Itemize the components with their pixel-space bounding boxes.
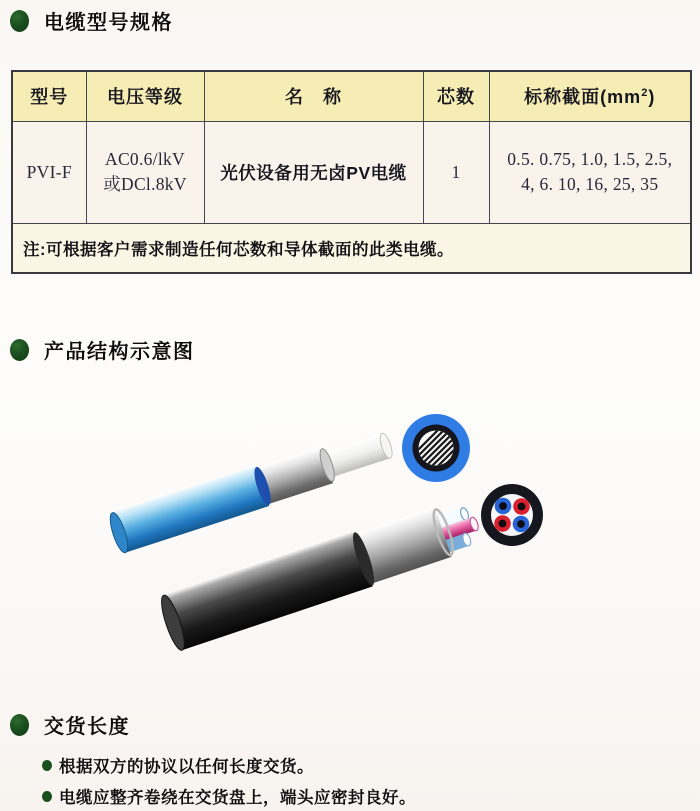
green-dot-icon — [42, 760, 52, 771]
col-header-section: 标称截面$(mm^2)$ — [489, 71, 691, 121]
superscript-2: 2 — [641, 87, 649, 100]
sections-line-2: 4, 6. 10, 16, 25, 35 — [521, 174, 659, 194]
spec-table-data-row — [12, 121, 691, 223]
green-bullet-icon — [10, 714, 29, 736]
delivery-item-text: 电缆应整齐卷绕在交货盘上，端头应密封良好。 — [59, 789, 416, 807]
cell-sections — [489, 121, 691, 223]
four-core-cross-section — [481, 484, 543, 546]
green-bullet-icon — [10, 339, 29, 361]
spec-table — [11, 70, 692, 274]
green-dot-icon — [42, 791, 52, 802]
delivery-item-1 — [42, 753, 314, 777]
col-header-name: 名 称 — [204, 71, 423, 121]
section-header-delivery — [10, 710, 130, 739]
cell-voltage — [86, 121, 204, 223]
section-title-spec: 电缆型号规格 — [44, 12, 173, 34]
voltage-line-1: AC0.6/lkV — [105, 148, 185, 169]
section-title-structure: 产品结构示意图 — [44, 341, 195, 363]
black-jacket-segment — [163, 531, 373, 650]
col-header-model: 型号 — [12, 71, 86, 121]
voltage-line-2: 或DCl.8kV — [103, 174, 187, 194]
section-header-spec — [10, 6, 173, 35]
blue-jacket-segment — [112, 466, 270, 553]
single-core-cross-section — [395, 414, 487, 482]
cell-note: 注:可根据客户需求制造任何芯数和导体截面的此类电缆。 — [12, 223, 691, 273]
section-header-structure — [10, 335, 195, 364]
core-bottom-right-blue — [513, 516, 530, 533]
spec-table-header-row — [12, 71, 691, 121]
core-bottom-left-red — [494, 515, 511, 532]
core-top-left-blue — [495, 498, 512, 515]
cell-cores: 1 — [423, 121, 489, 223]
core-top-right-red — [513, 498, 530, 515]
section-title-delivery: 交货长度 — [44, 716, 130, 738]
col-header-voltage: 电压等级 — [86, 71, 204, 121]
delivery-item-text: 根据双方的协议以任何长度交货。 — [59, 758, 314, 776]
spec-table-note-row — [12, 223, 691, 273]
col-header-cores: 芯数 — [423, 71, 489, 121]
cell-model: PVI-F — [12, 121, 86, 223]
delivery-item-2 — [42, 784, 416, 808]
green-bullet-icon — [10, 10, 29, 32]
product-structure-illustration — [88, 382, 608, 682]
cell-name: 光伏设备用无卤PV电缆 — [204, 121, 423, 223]
sections-line-1: 0.5. 0.75, 1.0, 1.5, 2.5, — [507, 148, 673, 169]
